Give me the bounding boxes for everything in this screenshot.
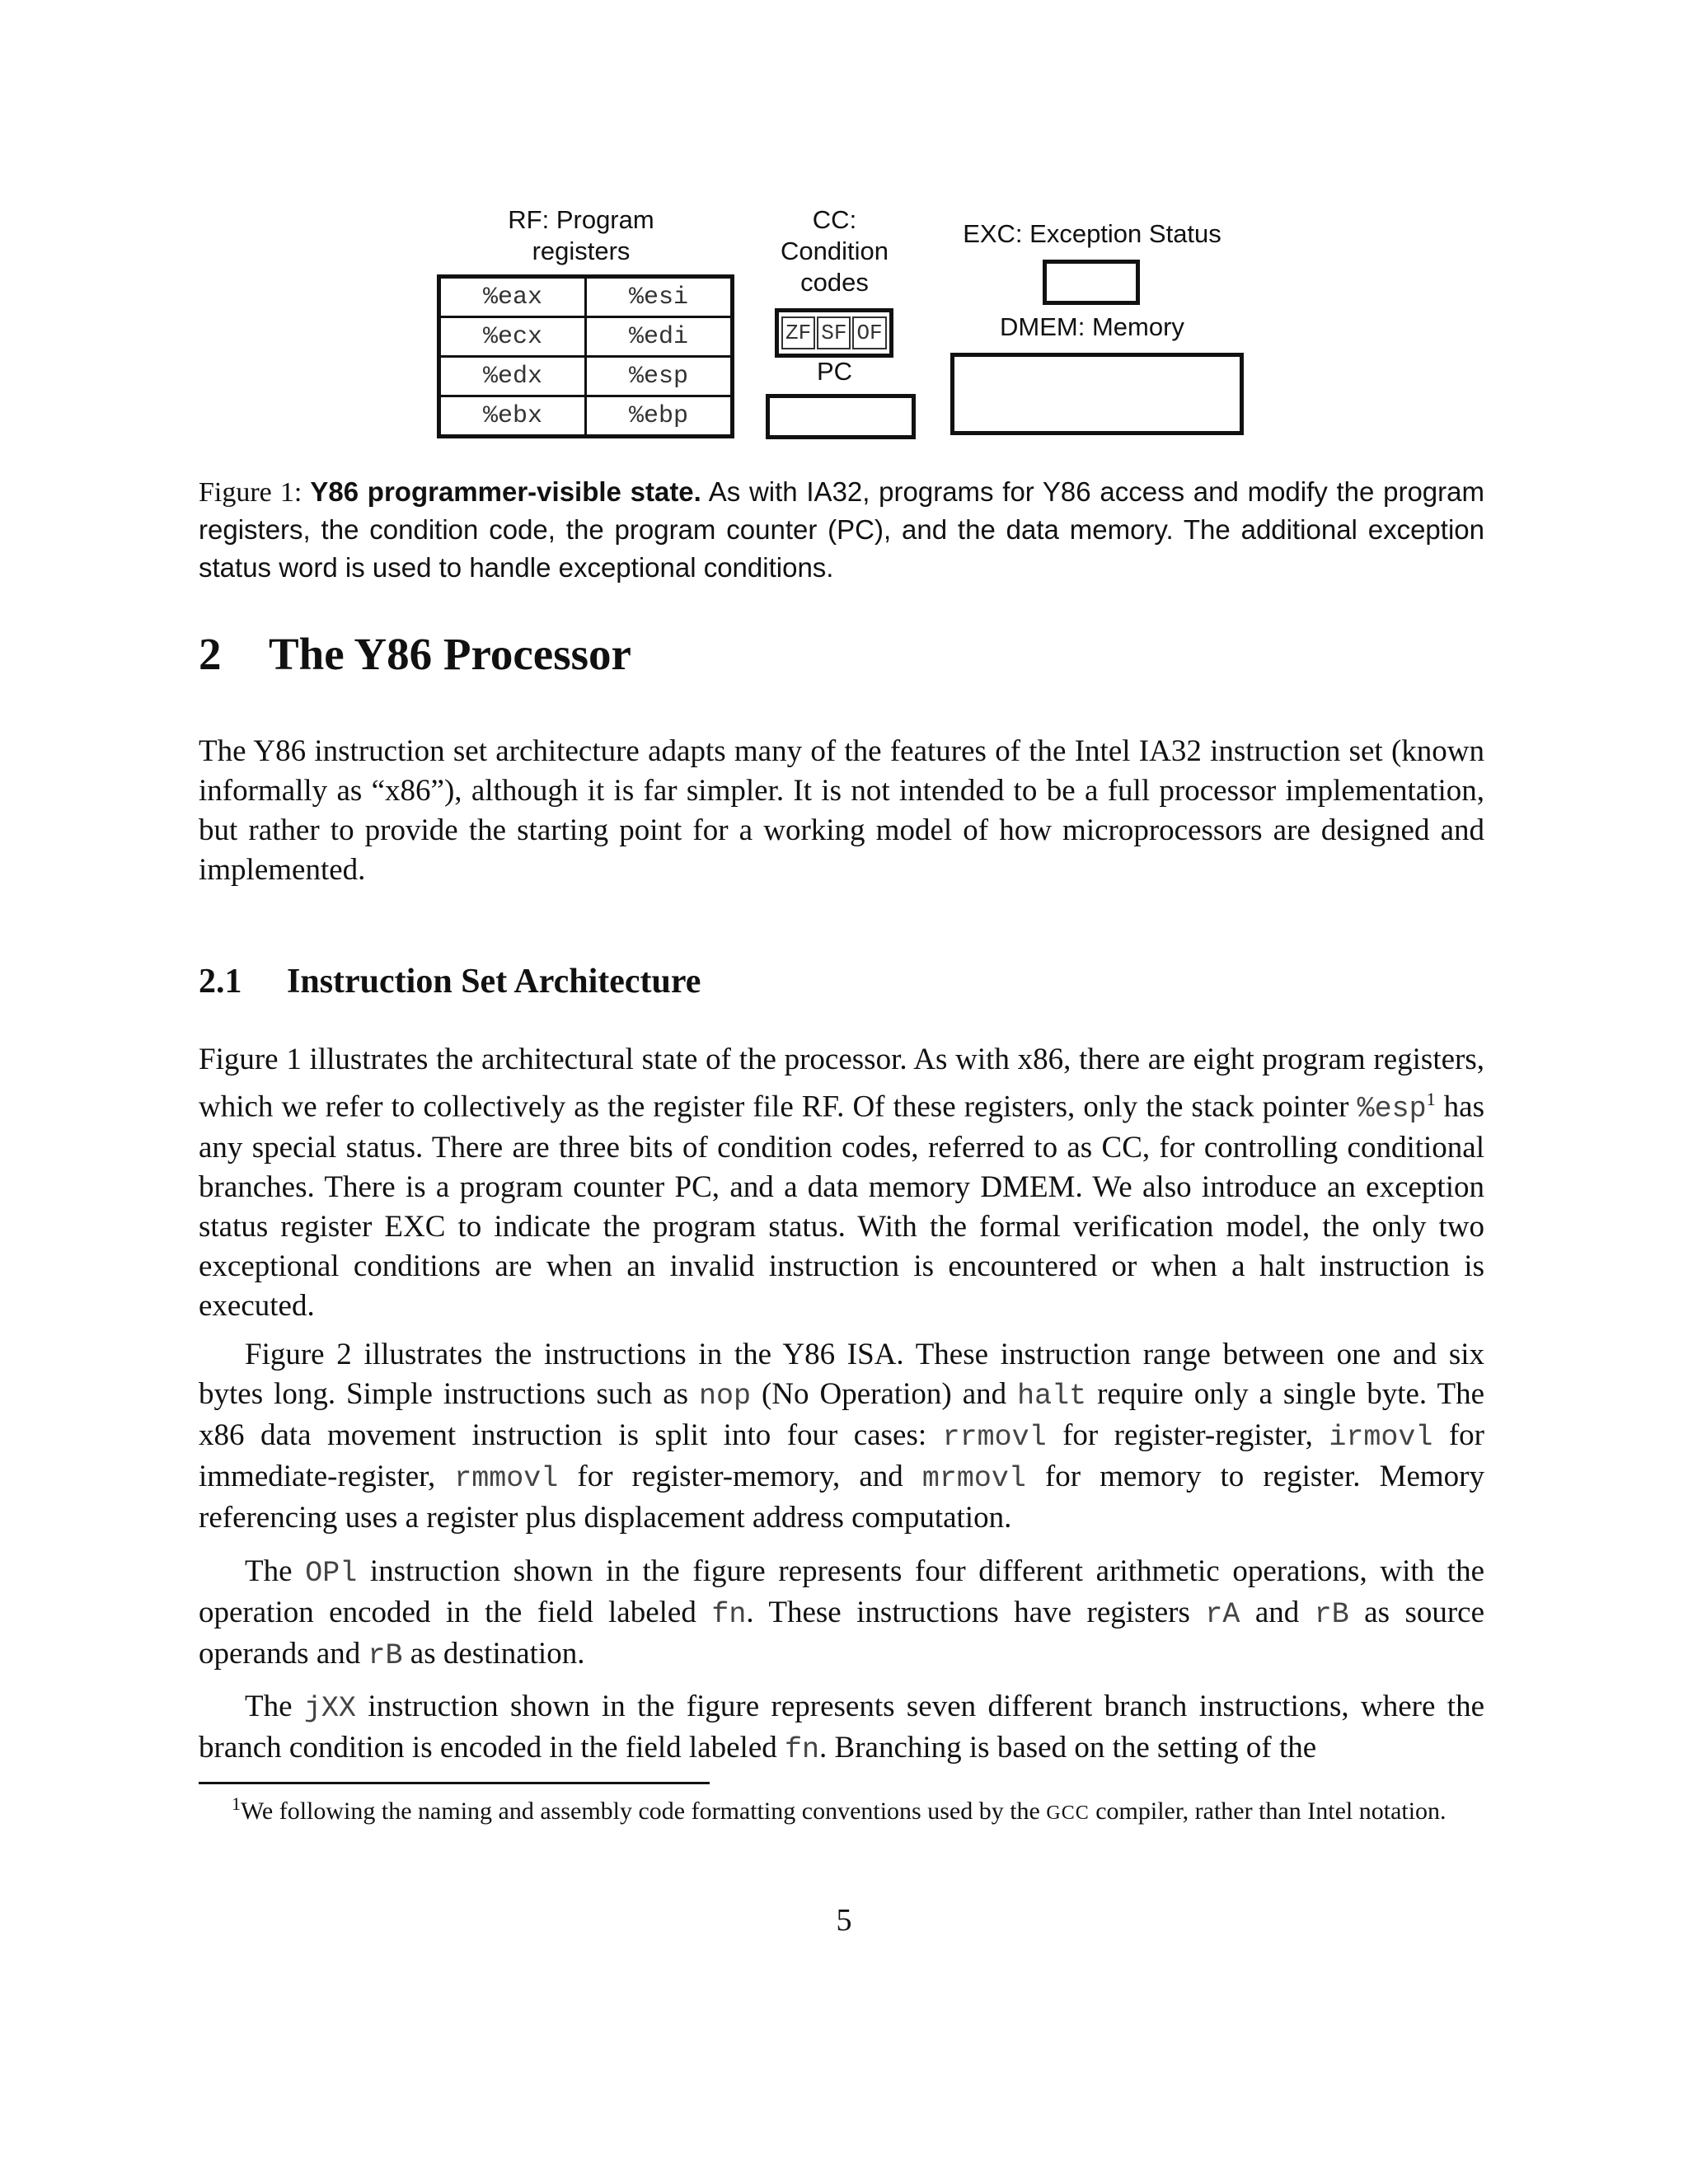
- subsection-title: Instruction Set Architecture: [287, 963, 701, 1001]
- gcc-smallcaps: GCC: [1046, 1802, 1090, 1824]
- caption-prefix: Figure 1:: [199, 477, 311, 508]
- register-cell: %esp: [586, 357, 733, 396]
- register-cell: %ecx: [439, 317, 586, 357]
- section-number: 2: [199, 629, 222, 679]
- code-esp: %esp: [1357, 1092, 1427, 1126]
- footnote-mark: 1: [232, 1793, 241, 1814]
- code-ra: rA: [1205, 1598, 1240, 1631]
- register-cell: %edx: [439, 357, 586, 396]
- code-rmmovl: rmmovl: [454, 1462, 559, 1495]
- register-row: [439, 396, 733, 437]
- code-opl: OPl: [305, 1557, 358, 1590]
- register-row: [439, 317, 733, 357]
- register-cell: %edi: [586, 317, 733, 357]
- code-fn: fn: [785, 1733, 820, 1766]
- section-heading: [199, 628, 631, 680]
- code-mrmovl: mrmovl: [921, 1462, 1026, 1495]
- caption-body: As with IA32, programs for Y86 access and modify the program registers, the condition code, the program counter (PC), and the data memory. The additional exception status word is used to handle exceptional conditions.: [199, 476, 1484, 583]
- paragraph-5: The jXX instruction shown in the figure represents seven different branch instructions, where the branch condition is encoded in the field labeled fn. Branching is based on the setting of the: [199, 1690, 1484, 1766]
- dmem-box: [950, 353, 1244, 435]
- page-number: 5: [836, 1903, 852, 1938]
- cc-flag-sf: SF: [817, 316, 851, 349]
- register-cell: %ebp: [586, 396, 733, 437]
- condition-codes-box: [775, 308, 893, 358]
- dmem-label: DMEM: Memory: [1000, 312, 1184, 341]
- code-jxx: jXX: [303, 1692, 356, 1725]
- cc-flag-of: OF: [852, 316, 886, 349]
- register-cell: %eax: [439, 277, 586, 317]
- figure-caption: [199, 473, 1484, 587]
- cc-flag-zf: ZF: [781, 316, 815, 349]
- exc-label: EXC: Exception Status: [963, 219, 1221, 248]
- pc-label: PC: [816, 357, 853, 386]
- caption-title: Y86 programmer-visible state.: [310, 476, 701, 507]
- register-cell: %ebx: [439, 396, 586, 437]
- paragraph-2: Figure 1 illustrates the architectural state of the processor. As with x86, there are eight program registers, which we refer to collectively as the register file RF. Of these registers, only the stack pointer %esp$^1$ has any special status. There are three bits of condition codes, referred to as CC, for controlling conditional branches. There is a program counter PC, and a data memory DMEM. We also introduce an exception status register EXC to indicate the program status. With the formal verification model, the only two exceptional conditions are when an invalid instruction is encountered or when a halt instruction is executed.: [199, 1043, 1484, 1324]
- code-rb: rB: [368, 1639, 403, 1672]
- register-row: [439, 357, 733, 396]
- register-file-table: [437, 274, 734, 438]
- register-row: [439, 277, 733, 317]
- footnote: $^1$We following the naming and assembly code formatting conventions used by the GCC compiler, rather than Intel notation.: [232, 1793, 1447, 1825]
- subsection-heading: [199, 962, 701, 1001]
- footnote-ref: 1: [1426, 1089, 1436, 1109]
- cc-label: CC: Condition codes: [781, 205, 889, 297]
- register-cell: %esi: [586, 277, 733, 317]
- code-irmovl: irmovl: [1329, 1421, 1433, 1454]
- code-halt: halt: [1017, 1380, 1087, 1413]
- exc-box: [1043, 260, 1140, 305]
- paragraph-1: The Y86 instruction set architecture adapts many of the features of the Intel IA32 instruction set (known informally as “x86”), although it is far simpler. It is not intended to be a full processor implementation, but rather to provide the starting point for a working model of how microprocessors are designed and implemented.: [199, 734, 1484, 887]
- footnote-divider: [199, 1782, 710, 1784]
- subsection-number: 2.1: [199, 963, 242, 1001]
- pc-box: [766, 394, 916, 439]
- code-fn: fn: [711, 1598, 747, 1631]
- paragraph-4: The OPl instruction shown in the figure represents four different arithmetic operations, with the operation encoded in the field labeled fn. These instructions have registers rA and rB as source operands and rB as destination.: [199, 1554, 1485, 1672]
- code-nop: nop: [699, 1380, 752, 1413]
- rf-label: RF: Program registers: [508, 205, 654, 265]
- code-rb: rB: [1314, 1598, 1349, 1631]
- section-title: The Y86 Processor: [269, 629, 631, 679]
- paragraph-3: Figure 2 illustrates the instructions in the Y86 ISA. These instruction range between one and six bytes long. Simple instructions such as nop (No Operation) and halt require only a single byte. The x86 data movement instruction is split into four cases: rrmovl for register-register, irmovl for immediate-register, rmmovl for register-memory, and mrmovl for memory to register. Memory referencing uses a register plus displacement address computation.: [199, 1338, 1484, 1535]
- code-rrmovl: rrmovl: [942, 1421, 1047, 1454]
